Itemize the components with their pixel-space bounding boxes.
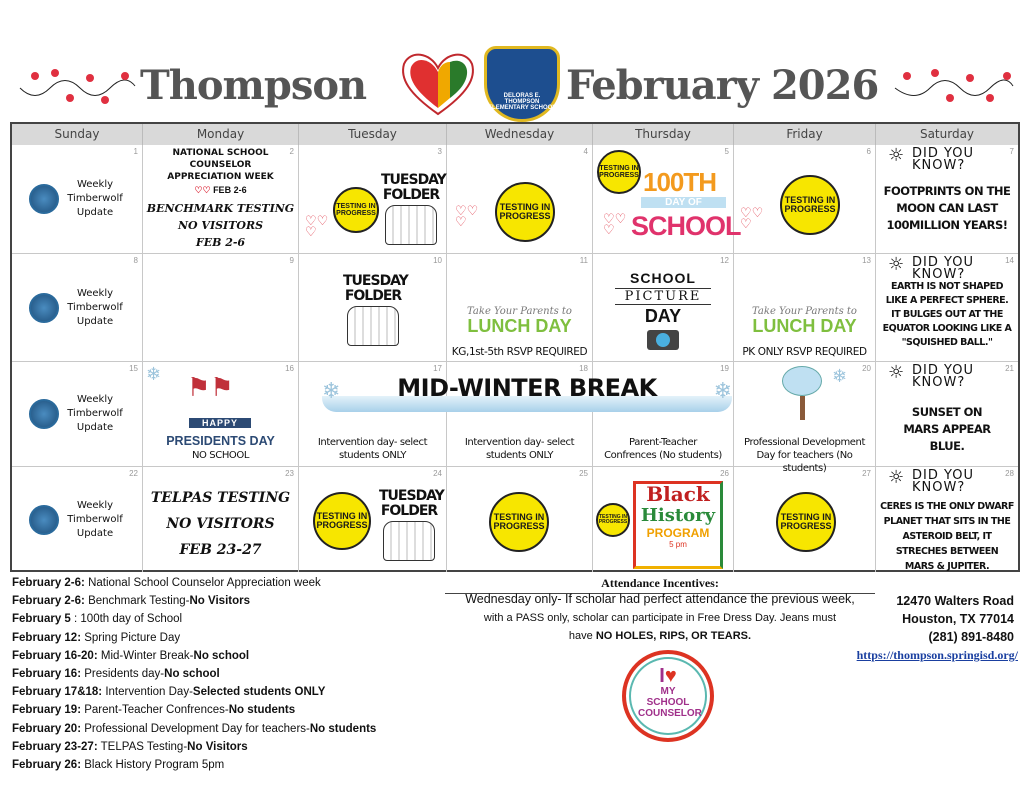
testing-in-progress-sticker: TESTING IN PROGRESS: [313, 492, 371, 550]
day-number: 1: [133, 147, 138, 156]
event-bold: No students: [228, 704, 296, 717]
event-text: Spring Picture Day: [84, 631, 181, 644]
day-number: 20: [862, 364, 871, 373]
event-date: February 2-6:: [12, 595, 85, 608]
hearts-icon: ♡♡ ♡: [603, 211, 627, 237]
testing-in-progress-sticker: TESTING IN PROGRESS: [776, 492, 836, 552]
no-school-text: NO SCHOOL: [191, 450, 250, 461]
day-cell-13[interactable]: [734, 254, 876, 362]
hundredth-day-number: 100TH: [643, 167, 717, 197]
mid-winter-break-banner: [322, 374, 732, 418]
black-history-word2: History: [640, 505, 716, 526]
day-number: 9: [289, 256, 294, 265]
fun-fact-text: SUNSET ON MARS APPEAR BLUE.: [903, 405, 991, 453]
counselor-dates: ♡♡ FEB 2-6: [194, 185, 247, 195]
telpas-text: [143, 485, 298, 563]
snowflake-icon: ❄: [832, 366, 848, 386]
day-cell-23[interactable]: [143, 467, 299, 572]
phone-text: (281) 891-8480: [928, 630, 1014, 644]
benchmark-title: BENCHMARK TESTING: [146, 202, 295, 215]
event-bold: No school: [193, 649, 250, 662]
school-word: SCHOOL: [631, 211, 741, 241]
parent-teacher-conference-text: Parent-Teacher Confrences (No students): [604, 437, 722, 461]
did-you-know-heading: ☼ DID YOU KNOW?: [882, 148, 1012, 172]
lunch-day-sticker: [447, 306, 592, 335]
attendance-line1: Wednesday only- If scholar had perfect attendance the previous week,: [465, 592, 855, 606]
lunch-small-text: Take Your Parents to: [467, 306, 572, 317]
event-text: Black History Program 5pm: [84, 759, 225, 771]
day-cell-1[interactable]: [12, 145, 143, 254]
kids-illustration: [347, 306, 399, 346]
fun-fact-text: EARTH IS NOT SHAPED LIKE A PERFECT SPHERE. IT BULGES OUT AT THE EQUATOR LOOKING LIKE A "SQUISHED BALL.": [882, 281, 1012, 348]
attendance-line3-text: have: [568, 630, 596, 642]
event-date: February 23-27:: [12, 740, 98, 753]
event-item: [12, 610, 182, 628]
snowy-tree-icon: [782, 366, 822, 420]
school-logo: DELORAS E. THOMPSON ELEMENTARY SCHOOL: [484, 46, 560, 122]
day-number: 4: [583, 147, 588, 156]
day-cell-7[interactable]: [876, 145, 1018, 254]
telpas-dates: FEB 23-27: [179, 542, 262, 558]
day-cell-4[interactable]: [447, 145, 593, 254]
day-cell-22[interactable]: [12, 467, 143, 572]
day-number: 16: [285, 364, 294, 373]
lunch-big-text: LUNCH DAY: [752, 316, 857, 336]
month-title: February 2026: [566, 62, 879, 109]
school-seal-icon: [29, 399, 59, 429]
snowflake-icon: ❄: [713, 378, 732, 403]
day-number: 2: [289, 147, 294, 156]
day-cell-15[interactable]: [12, 362, 143, 467]
day-header-tuesday: Tuesday: [299, 124, 447, 145]
my-school-counselor-badge: [622, 650, 714, 742]
kids-illustration: [385, 205, 437, 245]
day-number: 26: [720, 469, 729, 478]
day-cell-26[interactable]: [593, 467, 734, 572]
event-date: February 19:: [12, 704, 82, 717]
no-visitors-text: NO VISITORS: [166, 516, 275, 532]
event-item: [12, 574, 321, 592]
school-seal-icon: [29, 293, 59, 323]
picture-day-line2: PICTURE: [615, 288, 711, 305]
telpas-title: TELPAS TESTING: [150, 490, 291, 506]
event-bold: Selected students ONLY: [192, 686, 326, 699]
did-you-know-heading: ☼ DID YOU KNOW?: [882, 470, 1012, 494]
day-cell-16[interactable]: [143, 362, 299, 467]
day-header-sunday: Sunday: [12, 124, 143, 145]
event-item: [12, 665, 220, 683]
day-cell-28[interactable]: [876, 467, 1018, 572]
testing-in-progress-sticker: TESTING IN PROGRESS: [333, 187, 379, 233]
event-text: Parent-Teacher Confrences-: [84, 704, 229, 717]
event-text: Benchmark Testing-: [88, 595, 190, 608]
calendar-grid: [10, 122, 1020, 572]
day-header-saturday: Saturday: [876, 124, 1018, 145]
weekly-update-link[interactable]: Weekly Timberwolf Update: [67, 179, 123, 218]
badge-text: MY SCHOOL COUNSELOR: [638, 686, 702, 719]
day-number: 22: [129, 469, 138, 478]
did-you-know-heading: ☼ DID YOU KNOW?: [882, 257, 1012, 281]
event-text: : 100th day of School: [74, 613, 183, 626]
event-item: [12, 701, 295, 719]
website-link[interactable]: https://thompson.springisd.org/: [856, 648, 1018, 662]
day-number: 14: [1005, 256, 1014, 265]
day-number: 24: [433, 469, 442, 478]
day-number: 13: [862, 256, 871, 265]
event-date: February 5: [12, 613, 71, 626]
snowflake-icon: ❄: [322, 378, 341, 403]
counselor-week-text: NATIONAL SCHOOL COUNSELOR APPRECIATION WEEK: [167, 148, 274, 182]
snowflake-icon: ❄: [146, 364, 162, 384]
event-text: TELPAS Testing-: [100, 740, 188, 753]
day-number: 7: [1009, 147, 1014, 156]
hearts-icon: ♡♡ ♡: [455, 203, 479, 229]
benchmark-dates: FEB 2-6: [195, 236, 246, 249]
weekly-update-link[interactable]: Weekly Timberwolf Update: [67, 499, 123, 539]
kids-illustration: [383, 521, 435, 561]
did-you-know-heading: ☼ DID YOU KNOW?: [882, 365, 1012, 389]
black-history-word1: Black: [646, 482, 710, 506]
testing-in-progress-sticker: TESTING IN PROGRESS: [489, 492, 549, 552]
day-cell-12[interactable]: [593, 254, 734, 362]
tuesday-folder-sticker: [379, 488, 444, 561]
day-header-wednesday: Wednesday: [447, 124, 593, 145]
lunch-rsvp-note: KG,1st-5th RSVP REQUIRED: [451, 346, 588, 358]
tuesday-folder-text: TUESDAY FOLDER: [343, 273, 408, 304]
event-item: [12, 720, 376, 738]
weekly-update-link[interactable]: Weekly Timberwolf Update: [67, 394, 123, 433]
day-number: 10: [433, 256, 442, 265]
day-cell-11[interactable]: [447, 254, 593, 362]
day-cell-8[interactable]: [12, 254, 143, 362]
day-number: 12: [720, 256, 729, 265]
intervention-text: Intervention day- select students ONLY: [317, 437, 428, 461]
tuesday-folder-text: TUESDAY FOLDER: [381, 172, 446, 203]
fun-fact-text: FOOTPRINTS ON THE MOON CAN LAST 100MILLION YEARS!: [883, 184, 1011, 232]
lunch-day-sticker: [734, 306, 875, 335]
day-number: 11: [579, 256, 588, 265]
day-number: 3: [437, 147, 442, 156]
camera-icon: [647, 330, 679, 350]
hearts-vine-right-decoration: [895, 68, 1015, 108]
attendance-line2: with a PASS only, scholar can participate in Free Dress Day. Jeans must: [483, 612, 837, 624]
mid-winter-break-title: MID-WINTER BREAK: [397, 374, 657, 402]
no-visitors-text: NO VISITORS: [177, 219, 264, 232]
tuesday-folder-sticker: [381, 172, 446, 245]
event-item: [12, 738, 248, 756]
day-cell-6[interactable]: [734, 145, 876, 254]
event-date: February 16:: [12, 668, 82, 680]
day-cell-14[interactable]: [876, 254, 1018, 362]
school-seal-icon: [29, 184, 59, 214]
day-of-banner: DAY OF: [641, 197, 726, 208]
picture-day-line3: DAY: [644, 306, 682, 326]
lunch-small-text: Take Your Parents to: [752, 306, 857, 317]
event-bold: No students: [309, 722, 377, 735]
day-cell-2[interactable]: [143, 145, 299, 254]
day-number: 6: [866, 147, 871, 156]
day-number: 17: [433, 364, 442, 373]
day-number: 15: [129, 364, 138, 373]
day-cell-24[interactable]: [299, 467, 447, 572]
event-item: [12, 683, 325, 701]
fun-fact-text: CERES IS THE ONLY DWARF PLANET THAT SITS IN THE ASTEROID BELT, IT STRECHES BETWEEN MARS & JUPITER.: [880, 501, 1014, 572]
hearts-icon: ♡♡ ♡: [305, 213, 329, 239]
lunch-big-text: LUNCH DAY: [467, 316, 572, 336]
american-flags-icon: ⚑⚑: [187, 372, 234, 402]
day-cell-27[interactable]: [734, 467, 876, 572]
attendance-title: Attendance Incentives:: [445, 576, 875, 594]
testing-in-progress-sticker: TESTING IN PROGRESS: [780, 175, 840, 235]
event-text: Intervention Day-: [105, 686, 193, 699]
day-number: 25: [579, 469, 588, 478]
day-number: 21: [1005, 364, 1014, 373]
event-date: February 2-6:: [12, 577, 85, 589]
presidents-day-text: PRESIDENTS DAY: [166, 434, 275, 448]
day-header-monday: Monday: [143, 124, 299, 145]
day-number: 28: [1005, 469, 1014, 478]
event-item: [12, 756, 224, 774]
attendance-line3: [445, 630, 875, 642]
day-cell-10[interactable]: [299, 254, 447, 362]
black-history-program-sticker: [633, 481, 723, 569]
day-number: 19: [720, 364, 729, 373]
testing-in-progress-sticker: TESTING IN PROGRESS: [596, 503, 630, 537]
day-cell-5[interactable]: [593, 145, 741, 254]
intervention-text: Intervention day- select students ONLY: [464, 437, 575, 461]
happy-banner: HAPPY: [189, 418, 251, 428]
counselor-dates-text: FEB 2-6: [213, 185, 247, 195]
day-number: 27: [862, 469, 871, 478]
day-header-thursday: Thursday: [593, 124, 734, 145]
attendance-line3-bold: NO HOLES, RIPS, OR TEARS.: [595, 630, 752, 642]
heart-icon: ♥: [664, 665, 677, 687]
tuesday-folder-text: TUESDAY FOLDER: [379, 488, 444, 519]
benchmark-text: [143, 200, 298, 251]
day-number: 5: [724, 147, 729, 156]
event-text: National School Counselor Appreciation week: [88, 577, 321, 589]
day-number: 8: [133, 256, 138, 265]
event-bold: No Visitors: [187, 740, 248, 753]
weekly-update-link[interactable]: Weekly Timberwolf Update: [67, 287, 123, 327]
hearts-vine-left-decoration: [15, 68, 135, 108]
day-number: 23: [285, 469, 294, 478]
badge-i: I: [659, 665, 665, 687]
picture-day-line1: SCHOOL: [630, 270, 696, 286]
event-text: Presidents day-: [84, 668, 165, 680]
event-date: February 12:: [12, 631, 82, 644]
event-text: Mid-Winter Break-: [100, 649, 194, 662]
heart-logo: [398, 48, 478, 118]
event-bold: No Visitors: [189, 595, 250, 608]
day-number: 18: [579, 364, 588, 373]
event-date: February 20:: [12, 722, 82, 735]
event-date: February 26:: [12, 759, 82, 771]
address-text: 12470 Walters Road: [896, 594, 1014, 608]
professional-development-text: Professional Development Day for teachers (No students): [744, 437, 865, 474]
event-item: [12, 592, 250, 610]
school-seal-icon: [29, 505, 59, 535]
hearts-icon: ♡♡ ♡: [740, 205, 764, 231]
event-date: February 17&18:: [12, 686, 103, 699]
contact-block: [876, 592, 1020, 646]
day-cell-25[interactable]: [447, 467, 593, 572]
event-date: February 16-20:: [12, 649, 98, 662]
city-text: Houston, TX 77014: [902, 612, 1014, 626]
event-text: Professional Development Day for teachers-: [84, 722, 310, 735]
testing-in-progress-sticker: TESTING IN PROGRESS: [597, 150, 641, 194]
testing-in-progress-sticker: TESTING IN PROGRESS: [495, 182, 555, 242]
event-item: [12, 629, 180, 647]
event-bold: No school: [164, 668, 220, 680]
tuesday-folder-sticker: [343, 273, 408, 346]
lunch-rsvp-note: PK ONLY RSVP REQUIRED: [742, 346, 867, 358]
school-title: Thompson: [140, 62, 367, 109]
event-item: [12, 647, 249, 665]
day-header-friday: Friday: [734, 124, 876, 145]
black-history-word3: PROGRAM: [646, 526, 710, 540]
day-cell-9[interactable]: [143, 254, 299, 362]
day-cell-3[interactable]: [299, 145, 447, 254]
day-cell-21[interactable]: [876, 362, 1018, 467]
black-history-time: 5 pm: [669, 540, 687, 549]
